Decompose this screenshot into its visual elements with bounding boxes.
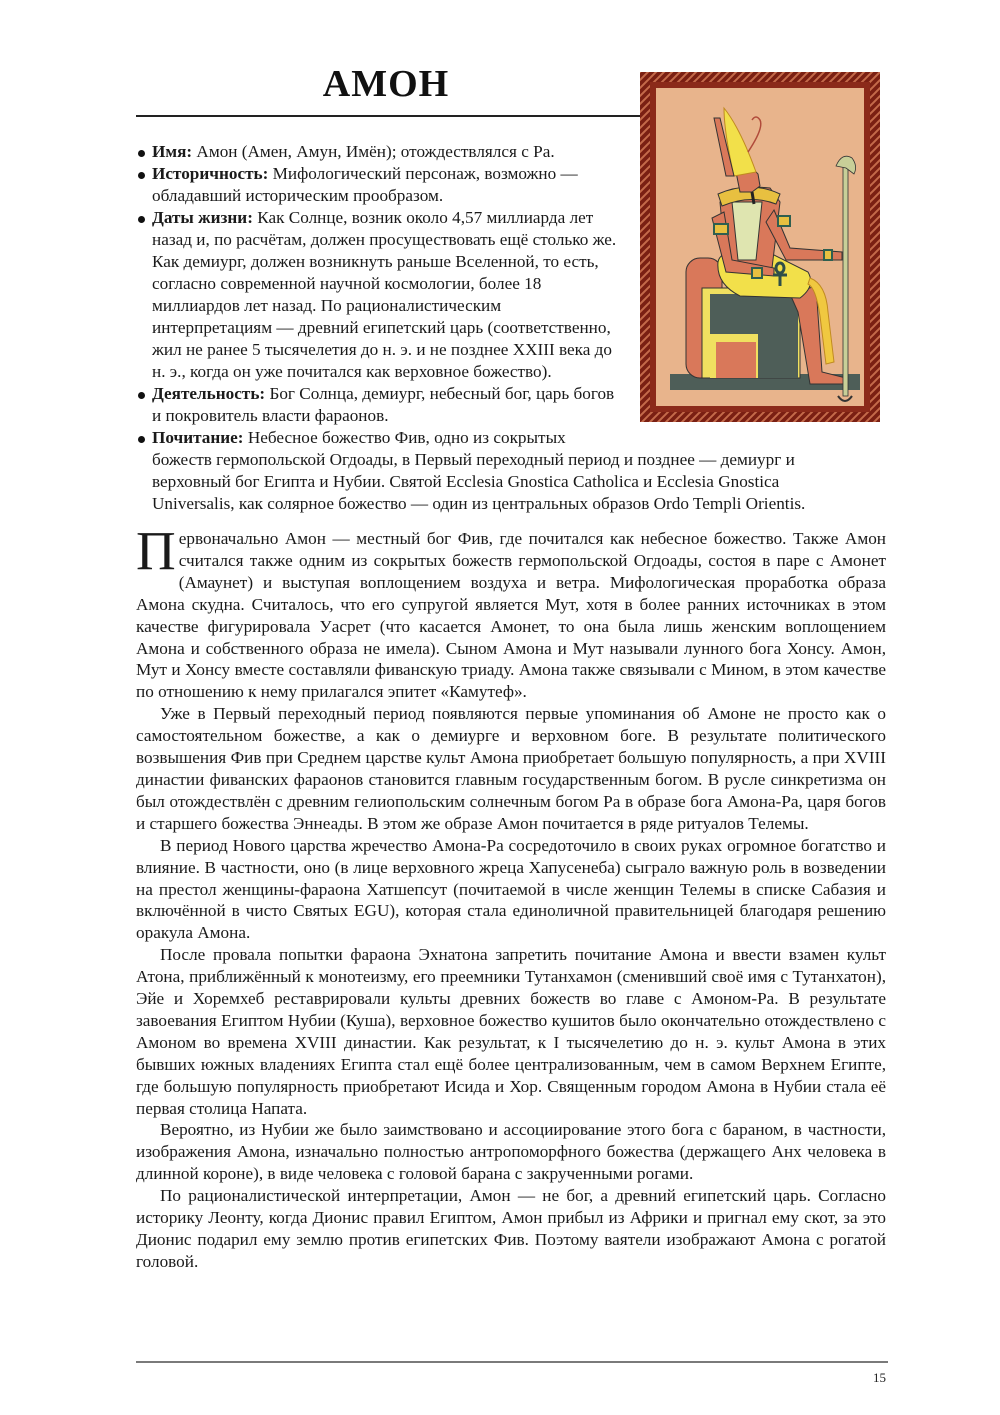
title-divider <box>136 115 646 117</box>
fact-item-historicity <box>136 163 622 207</box>
page-number: 15 <box>873 1370 886 1385</box>
paragraph-1 <box>136 520 886 703</box>
fact-label: Даты жизни: <box>152 208 253 227</box>
fact-text: Небесное божество Фив, одно из сокрытых <box>243 428 566 447</box>
paragraph-text: ервоначально Амон — местный бог Фив, где почитался как небесное божество. Также Амон считался также одним из сокрытых божеств гермопольской Огдоады, состоя в паре с Амонет (Амаунет) и выступая воплощением воздуха и ветра. Мифологическая проработка образа Амона скудна. Считалось, что его супругой является Мут, хотя в более ранних источниках в этом качестве фигурировала Уасрет (что касается Амонет, то она была лишь женским воплощением Амона и собственного образа не имела). Сыном Амона и Мут называли лунного бога Хонсу. Амон, Мут и Хонсу вместе составляли фиванскую триаду. Амона также связывали с Мином, в этом качестве по отношению к нему прилагался эпитет «Камутеф». <box>136 529 886 702</box>
fact-item-name <box>136 141 622 163</box>
article-body <box>136 520 886 1273</box>
facts-list <box>136 141 856 515</box>
drop-cap: П <box>136 520 176 581</box>
paragraph-4: После провала попытки фараона Эхнатона запретить почитание Амона и ввести взамен культ Атона, приближённый к монотеизму, его преемники Тутанхамон (сменивший своё имя с Тутанхатон), Эйе и Хоремхеб реставрировали культы древних божеств во главе с Амоном-Ра. В результате завоевания Египтом Нубии (Куша), верховное божество кушитов было окончательно отождествлено с Амоном во времена XVIII династии. Как результат, к I тысячелетию до н. э. культ Амона в этих бывших южных владениях Египта стал ещё более централизованным, чем в самом Верхнем Египте, где большую популярность приобретают Исида и Хор. Священным городом Амона в Нубии стала её первая столица Напата. <box>136 945 886 1118</box>
paragraph-3: В период Нового царства жречество Амона-Ра сосредоточило в своих руках огромное богатство и влияние. В частности, оно (в лице верховного жреца Хапусенеба) сыграло важную роль в возведении на престол женщины-фараона Хатшепсут (почитаемой в числе женщин Телемы в списке Сабазия и включённой в чисто Святых EGU), которая стала единоличной правительницей благодаря решению оракула Амона. <box>136 835 886 943</box>
fact-item-activity <box>136 383 622 427</box>
fact-text: Как Солнце, возник около 4,57 миллиарда лет назад и, по расчётам, должен просуществовать ещё столько же. Как демиург, должен возникнуть раньше Вселенной, то есть, согласно современной научной космологии, более 18 миллиардов лет назад. По рационалистическим интерпретациям — древний египетский царь (соответственно, жил не ранее 5 тысячелетия до н. э. и не позднее XXIII века до н. э., когда он уже почитался как верховное божество). <box>152 208 617 381</box>
fact-text: Мифологический персонаж, возможно — обладавший историческим прообразом. <box>152 164 578 205</box>
paragraph-5: Вероятно, из Нубии же было заимствовано и ассоциирование этого бога с бараном, в частности, изображения Амона, изначально полностью антропоморфного божества (держащего Анх человека в длинной короне), в виде человека с головой барана с закрученными рогами. <box>136 1120 886 1184</box>
fact-text: Амон (Амен, Амун, Имён); отождествлялся с Ра. <box>192 142 555 161</box>
fact-label: Имя: <box>152 142 193 161</box>
fact-label: Историчность: <box>152 164 269 183</box>
fact-item-life-dates <box>136 207 622 383</box>
fact-label: Почитание: <box>152 428 244 447</box>
fact-label: Деятельность: <box>152 384 266 403</box>
paragraph-2: Уже в Первый переходный период появляются первые упоминания об Амоне не просто как о самостоятельном божестве, а как о демиурге и верховном боге. В результате политического возвышения Фив при Среднем царстве культ Амона приобретает большую популярность, а при XVIII династии фиванских фараонов становится главным государственным богом. В русле синкретизма он был отождествлён с древним гелиопольским солнечным богом Ра в образе бога Амона-Ра, царя богов и старшего божества Эннеады. В этом же образе Амон почитается в ряде ритуалов Телемы. <box>136 704 886 833</box>
fact-text: Бог Солнца, демиург, небесный бог, царь богов и покровитель власти фараонов. <box>152 384 615 425</box>
fact-item-worship <box>136 427 856 515</box>
page-title: АМОН <box>322 63 450 105</box>
fact-text-continued: божеств гермопольской Огдоады, в Первый переходный период и позднее — демиург и верховный бог Египта и Нубии. Святой Ecclesia Gnostica Catholica и Ecclesia Gnostica Universalis, как солярное божество — один из центральных образов Ordo Templi Orientis. <box>152 450 806 513</box>
footer-divider <box>136 1361 888 1363</box>
paragraph-6: По рационалистической интерпретации, Амон — не бог, а древний египетский царь. Согласно историку Леонту, когда Дионис правил Египтом, Амон прибыл из Африки и пригнал ему скот, за это Дионис подарил ему землю против египетских Фив. Поэтому ваятели изображают Амона с рогатой головой. <box>136 1186 886 1271</box>
